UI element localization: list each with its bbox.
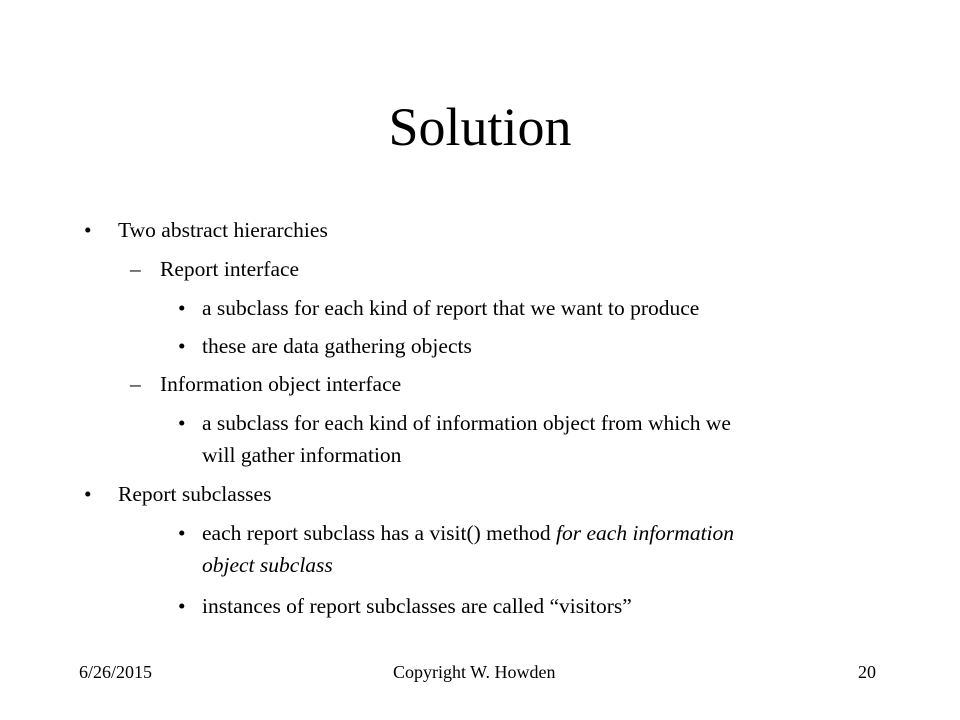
- bullet-report-interface: [130, 254, 300, 284]
- bullet-marker: •: [178, 411, 186, 435]
- dash-marker: –: [130, 372, 141, 396]
- bullet-marker: •: [178, 334, 186, 358]
- footer-copyright: Copyright W. Howden: [393, 662, 556, 682]
- bullet-data-gathering-objects: [178, 331, 472, 361]
- bullet-information-object-interface: [130, 369, 402, 399]
- dash-marker: –: [130, 257, 141, 281]
- bullet-text-italic: for each information: [556, 521, 735, 545]
- bullet-text: instances of report subclasses are called “visitors”: [202, 594, 632, 618]
- bullet-two-abstract-hierarchies: [84, 215, 328, 245]
- bullet-text-line-2: [202, 550, 333, 580]
- bullet-text: a subclass for each kind of report that we want to produce: [202, 296, 700, 320]
- bullet-subclass-per-report: [178, 293, 700, 323]
- bullet-text: Report interface: [160, 257, 300, 281]
- bullet-marker: •: [178, 594, 186, 618]
- bullet-text: Two abstract hierarchies: [118, 218, 328, 242]
- bullet-report-subclasses: [84, 479, 272, 509]
- footer-page-number: 20: [858, 662, 876, 682]
- bullet-visit-method: [178, 518, 735, 548]
- bullet-text: Report subclasses: [118, 482, 272, 506]
- bullet-text-line-2: will gather information: [202, 443, 402, 467]
- slide-title: Solution: [388, 97, 572, 157]
- bullet-text-plain: each report subclass has a visit() method: [202, 521, 557, 545]
- bullet-text: these are data gathering objects: [202, 334, 472, 358]
- bullet-marker: •: [178, 521, 186, 545]
- bullet-marker: •: [178, 296, 186, 320]
- bullet-text: Information object interface: [160, 372, 402, 396]
- bullet-marker: •: [84, 218, 92, 242]
- bullet-visitors: [178, 591, 632, 621]
- bullet-text-italic: object subclass: [202, 553, 333, 577]
- bullet-text-line-1: a subclass for each kind of information object from which we: [202, 411, 731, 435]
- bullet-subclass-per-information-object: [178, 408, 731, 438]
- footer-date: 6/26/2015: [79, 662, 153, 682]
- bullet-marker: •: [84, 482, 92, 506]
